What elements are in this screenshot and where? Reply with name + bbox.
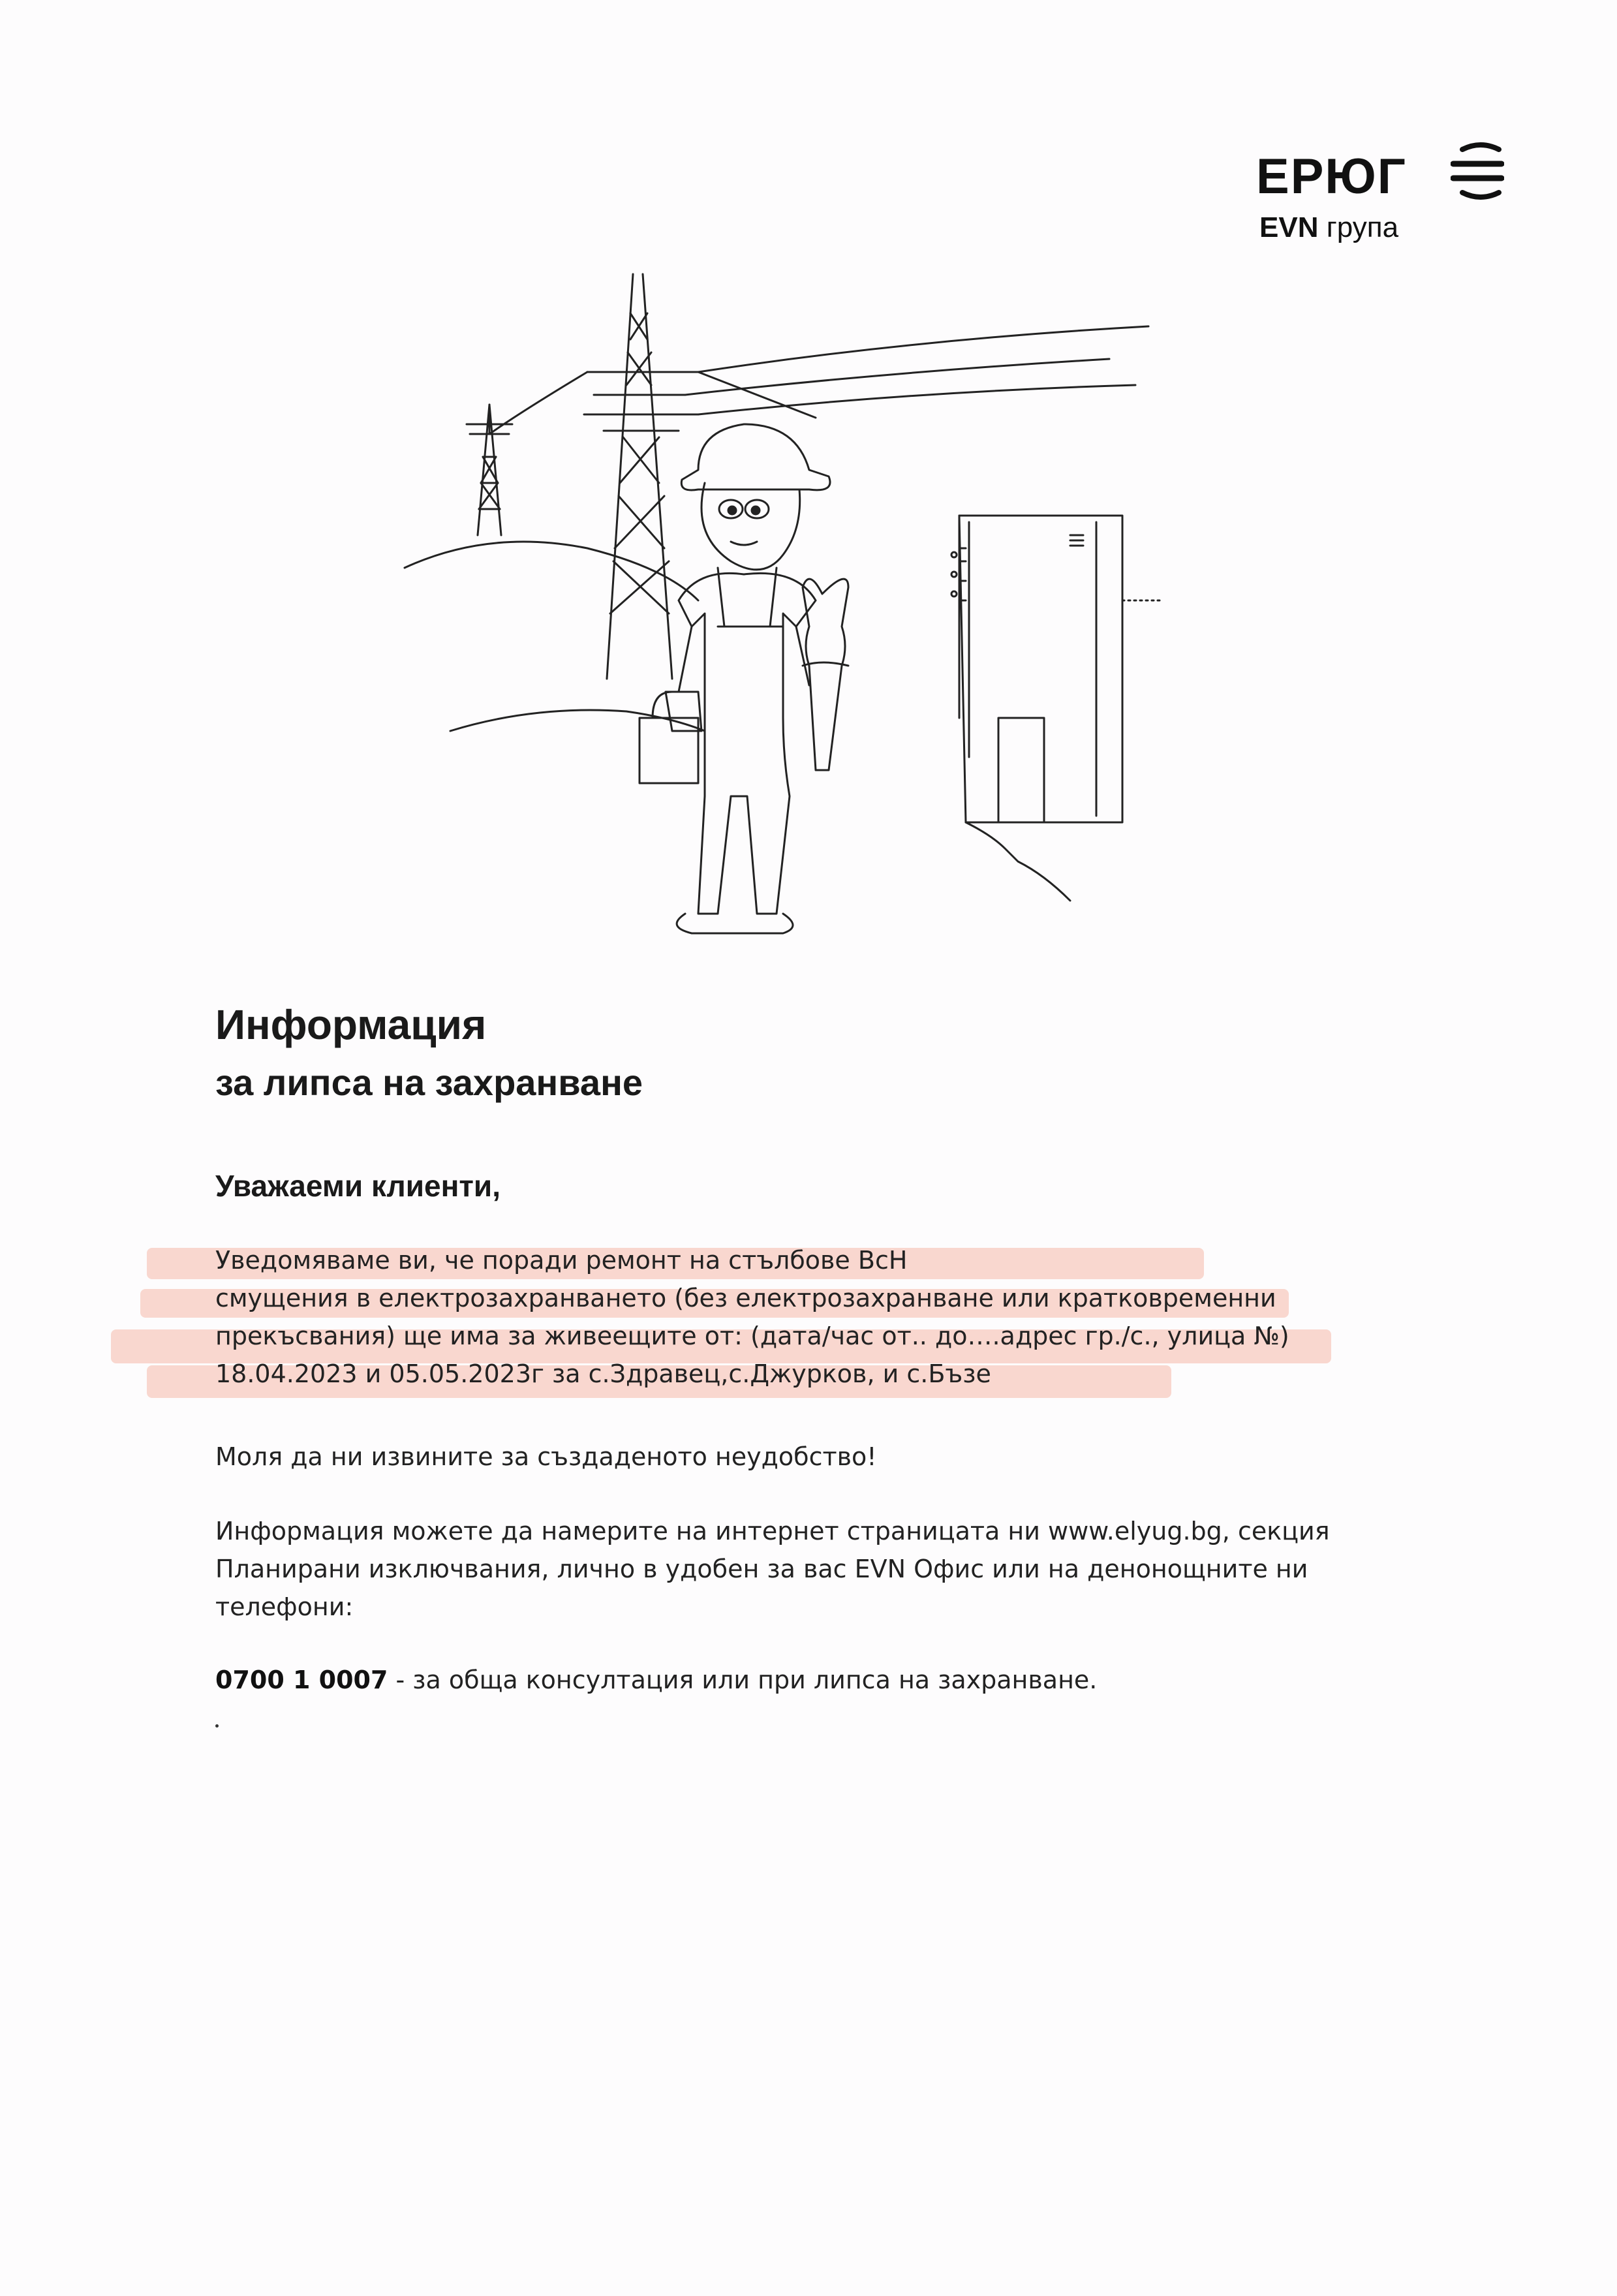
info-paragraph	[215, 1512, 1330, 1626]
logo-lines-icon	[1451, 140, 1504, 206]
apology-text: Моля да ни извините за създаденото неудобство!	[215, 1442, 877, 1471]
stray-dot	[215, 1724, 219, 1728]
company-logo	[1256, 140, 1504, 245]
logo-name: ЕРЮГ	[1256, 149, 1407, 204]
phone-number: 0700 1 0007	[215, 1666, 388, 1694]
notice-line: прекъсвания) ще има за живеещите от: (дата/час от.. до….адрес гр./с., улица №)	[215, 1322, 1289, 1350]
info-line: Информация можете да намерите на интернет страницата ни www.elyug.bg, секция	[215, 1517, 1330, 1545]
logo-subtitle-brand: EVN	[1259, 211, 1319, 243]
logo-subtitle-rest: група	[1326, 211, 1399, 243]
page-title: Информация	[215, 1001, 487, 1048]
notice-line: 18.04.2023 и 05.05.2023г за с.Здравец,с.Джурков, и с.Бъзе	[215, 1359, 991, 1388]
phone-line	[215, 1661, 1097, 1699]
electrician-illustration-icon	[392, 261, 1175, 966]
outage-notice	[215, 1241, 1289, 1393]
page-subtitle: за липса на захранване	[215, 1062, 643, 1103]
greeting: Уважаеми клиенти,	[215, 1169, 501, 1203]
info-line: телефони:	[215, 1592, 354, 1621]
logo-subtitle	[1259, 213, 1398, 242]
phone-description: - за обща консултация или при липса на захранване.	[388, 1666, 1098, 1694]
notice-line: Уведомяваме ви, че поради ремонт на стълбове ВсН	[215, 1246, 908, 1275]
info-line: Планирани изключвания, лично в удобен за вас EVN Офис или на денонощните ни	[215, 1555, 1308, 1583]
notice-line: смущения в електрозахранването (без електрозахранване или кратковременни	[215, 1284, 1276, 1312]
